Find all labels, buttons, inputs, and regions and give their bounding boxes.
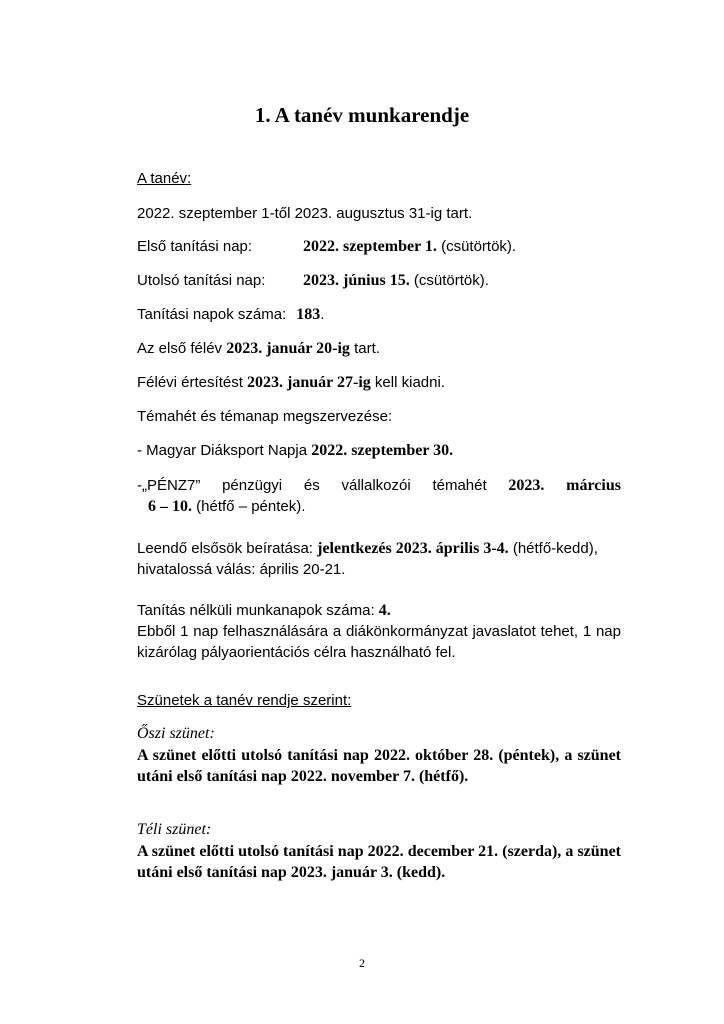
page-number: 2 [359,956,365,970]
penz7-dates: 6 – 10. [148,498,192,515]
last-day-label: Utolsó tanítási nap: [137,272,266,289]
first-day-note: (csütörtök). [436,238,517,255]
penz7-word-1: -„PÉNZ7” [137,477,201,494]
winter-break-label: Téli szünet: [137,821,212,838]
winter-break-text: A szünet előtti utolsó tanítási nap 2022. december 21. (szerda), a szünet utáni első tanítási nap 2023. január 3. (kedd). [137,843,621,881]
days-count-end: . [320,306,325,323]
breaks-heading: Szünetek a tanév rendje szerint: [137,692,352,709]
penz7-line-2 [148,498,305,516]
autumn-break-label: Őszi szünet: [137,725,215,742]
nowork-line [137,602,391,620]
days-count-value: 183 [296,306,321,323]
report-pre: Félévi értesítést [137,374,248,391]
sport-value: 2022. szeptember 30. [311,442,454,459]
semester-line [137,340,380,358]
last-day-note: (csütörtök). [409,272,489,289]
period-line: 2022. szeptember 1-től 2023. augusztus 31-ig tart. [137,205,473,222]
first-day-label: Első tanítási nap: [137,238,253,255]
semester-post: tart. [349,340,380,357]
last-day-value: 2023. június 15. [303,272,410,289]
nowork-text: Ebből 1 nap felhasználására a diákönkormányzat javaslatot tehet, 1 nap kizárólag pályaorientációs célra használható fel. [137,623,621,661]
report-post: kell kiadni. [370,374,445,391]
penz7-word-3: és [303,477,320,494]
sport-pre: - Magyar Diáksport Napja [137,442,312,459]
penz7-word-5: témahét [432,477,487,494]
semester-pre: Az első félév [137,340,227,357]
first-day-value-line [303,238,516,256]
enroll-line-2: hivatalossá válás: április 20-21. [137,561,346,578]
penz7-days: (hétfő – péntek). [192,498,306,515]
penz7-month: március [566,477,621,494]
first-day-value: 2022. szeptember 1. [303,238,437,255]
days-count-line [137,306,324,324]
autumn-break-text: A szünet előtti utolsó tanítási nap 2022. október 28. (péntek), a szünet utáni első tanítási nap 2022. november 7. (hétfő). [137,747,621,785]
nowork-pre: Tanítás nélküli munkanapok száma: [137,602,379,619]
penz7-word-2: pénzügyi [222,477,283,494]
enroll-bold: jelentkezés 2023. április 3-4. [317,540,509,557]
enroll-line-1 [137,540,598,558]
report-value: 2023. január 27-ig [247,374,371,391]
penz7-year: 2023. [508,477,545,494]
theme-org-line: Témahét és témanap megszervezése: [137,408,393,425]
semester-value: 2023. január 20-ig [226,340,350,357]
penz7-line-1 [137,477,621,495]
nowork-value: 4. [378,602,391,619]
enroll-pre: Leendő elsősök beíratása: [137,540,318,557]
section-heading-school-year: A tanév: [137,170,192,187]
last-day-value-line [303,272,489,290]
penz7-word-4: vállalkozói [341,477,411,494]
report-line [137,374,445,392]
enroll-post: (hétfő-kedd), [508,540,598,557]
page-title: 1. A tanév munkarendje [254,103,470,127]
sport-day-line [137,442,453,460]
days-count-label: Tanítási napok száma: [137,306,287,323]
